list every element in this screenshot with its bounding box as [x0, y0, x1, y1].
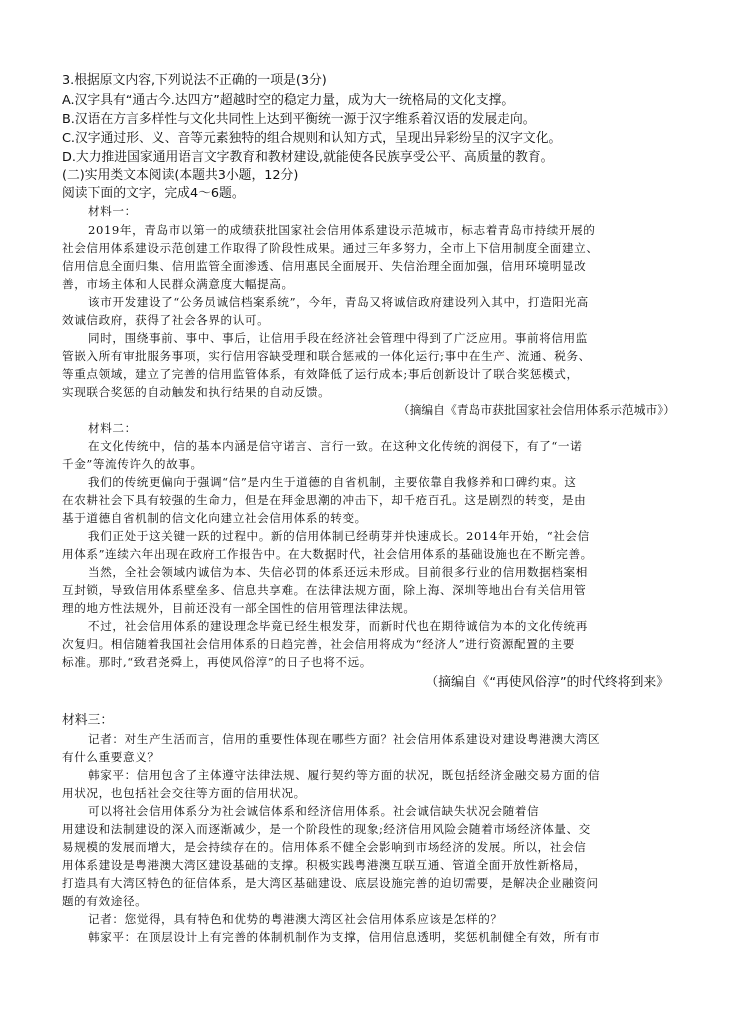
- material-1-line: 管嵌入所有审批服务事项，实行信用容缺受理和联合惩戒的一体化运行;事中在生产、流通、税务、: [62, 349, 591, 363]
- material-2-line: 次复归。相信随着我国社会信用体系的日趋完善，社会信用将成为“经济人”进行资源配置的主要: [62, 637, 576, 651]
- material-1-line: 效诚信政府，获得了社会各界的认可。: [62, 313, 270, 327]
- material-2-line: 用体系”连续六年出现在政府工作报告中。在大数据时代，社会信用体系的基础设施也在不断完善。: [62, 547, 593, 561]
- material-1-line: 信用信息全面归集、信用监管全面渗透、信用惠民全面展开、失信治理全面加强，信用环境明显改: [62, 259, 587, 273]
- material-2-line: 互封锁，导致信用体系壁垒多、信息共享难。在法律法规方面，除上海、深圳等地出台有关信用管: [62, 583, 587, 597]
- section-title: (二)实用类文本阅读(本题共3小题，12分): [62, 168, 299, 183]
- material-2-label: 材料二：: [88, 421, 137, 435]
- material-3-line: 用建设和法制建设的深入而逐渐减少，是一个阶段性的现象;经济信用风险会随着市场经济体量、交: [62, 822, 591, 836]
- material-3-line: 题的有效途径。: [62, 894, 148, 908]
- material-3-line: 用状况，也包括社会交往等方面的信用状况。: [62, 786, 306, 800]
- material-3-label: 材料三：: [62, 713, 114, 728]
- material-3-line: 记者：对生产生活而言，信用的重要性体现在哪些方面？社会信用体系建设对建设粤港澳大湾区: [88, 732, 601, 746]
- material-1-line: 同时，围绕事前、事中、事后，让信用手段在经济社会管理中得到了广泛应用。事前将信用监: [88, 331, 588, 345]
- material-2-source: （摘编自《“再使风俗淳”的时代终将到来》: [425, 675, 669, 690]
- material-2-line: 在农耕社会下具有较强的生命力，但是在拜金思潮的冲击下，却千疮百孔。这是剧烈的转变，是由: [62, 493, 587, 507]
- material-3-line: 韩家平：信用包含了主体遵守法律法规、履行契约等方面的状况，既包括经济金融交易方面的信: [88, 768, 601, 782]
- option-d: D.大力推进国家通用语言文字教育和教材建设,就能使各民族享受公平、高质量的教育。: [62, 150, 554, 165]
- material-1-line: 善，市场主体和人民群众满意度大幅提高。: [62, 277, 294, 291]
- material-3-line: 可以将社会信用体系分为社会诚信体系和经济信用体系。社会诚信缺失状况会随着信: [88, 804, 540, 818]
- question-3-stem: 3.根据原文内容,下列说法不正确的一项是(3分): [62, 73, 327, 88]
- option-b: B.汉语在方言多样性与文化共同性上达到平衡统一源于汉字维系着汉语的发展走向。: [62, 112, 536, 127]
- material-1-line: 实现联合奖惩的自动触发和执行结果的自动反馈。: [62, 385, 331, 399]
- material-2-line: 理的地方性法规外，目前还没有一部全国性的信用管理法律法规。: [62, 601, 416, 615]
- material-2-line: 标准。那时,“致君尧舜上，再使风俗淳”的日子也将不远。: [62, 655, 372, 669]
- material-2-line: 千金”等流传许久的故事。: [62, 457, 203, 471]
- material-2-line: 当然，全社会领域内诚信为本、失信必罚的体系还远未形成。目前很多行业的信用数据档案相: [88, 565, 588, 579]
- material-3-line: 用体系建设是粤港澳大湾区建设基础的支撑。积极实践粤港澳互联互通、管道全面开放性新格局，: [62, 858, 587, 872]
- material-3-line: 韩家平：在顶层设计上有完善的体制机制作为支撑，信用信息透明，奖惩机制健全有效，所有市: [88, 930, 601, 944]
- material-2-line: 基于道德自省机制的信文化向建立社会信用体系的转变。: [62, 511, 367, 525]
- material-1-source: （摘编自《青岛市获批国家社会信用体系示范城市》）: [397, 403, 675, 417]
- material-1-line: 社会信用体系建设示范创建工作取得了阶段性成果。通过三年多努力，全市上下信用制度全面建立、: [62, 241, 599, 255]
- material-2-line: 在文化传统中，信的基本内涵是信守诺言、言行一致。在这种文化传统的润侵下，有了“一诺: [88, 439, 583, 453]
- material-1-line: 等重点领域，建立了完善的信用监管体系，有效降低了运行成本;事后创新设计了联合奖惩模式，: [62, 367, 579, 381]
- material-3-line: 记者：您觉得，具有特色和优势的粤港澳大湾区社会信用体系应该是怎样的？: [88, 912, 503, 926]
- section-instruction: 阅读下面的文字，完成4～6题。: [62, 186, 245, 201]
- material-1-label: 材料一：: [88, 204, 137, 218]
- material-2-line: 我们正处于这关键一跃的过程中。新的信用体制已经萌芽并快速成长。2014年开始，“社会信: [88, 529, 590, 543]
- material-3-line: 打造具有大湾区特色的征信体系，是大湾区基础建设、底层设施完善的迫切需要，是解决企业融资问: [62, 876, 599, 890]
- material-3-line: 有什么重要意义？: [62, 750, 160, 764]
- option-a: A.汉字具有“通古今.达四方”超越时空的稳定力量，成为大一统格局的文化支撑。: [62, 93, 515, 108]
- material-2-line: 不过，社会信用体系的建设理念毕竟已经生根发芽，而新时代也在期待诚信为本的文化传统再: [88, 619, 588, 633]
- material-3-line: 易规模的发展而增大，是会持续存在的。信用体系不健全会影响到市场经济的发展。所以，社会信: [62, 840, 587, 854]
- option-c: C.汉字通过形、义、音等元素独特的组合规则和认知方式，呈现出异彩纷呈的汉字文化。: [62, 131, 562, 146]
- material-2-line: 我们的传统更偏向于强调“信”是内生于道德的自省机制，主要依靠自我修养和口碑约束。这: [88, 475, 577, 489]
- material-1-line: 该市开发建设了“公务员诚信档案系统”，今年，青岛又将诚信政府建设列入其中，打造阳光高: [88, 295, 589, 309]
- material-1-line: 2019年，青岛市以第一的成绩获批国家社会信用体系建设示范城市，标志着青岛市持续开展的: [88, 223, 596, 237]
